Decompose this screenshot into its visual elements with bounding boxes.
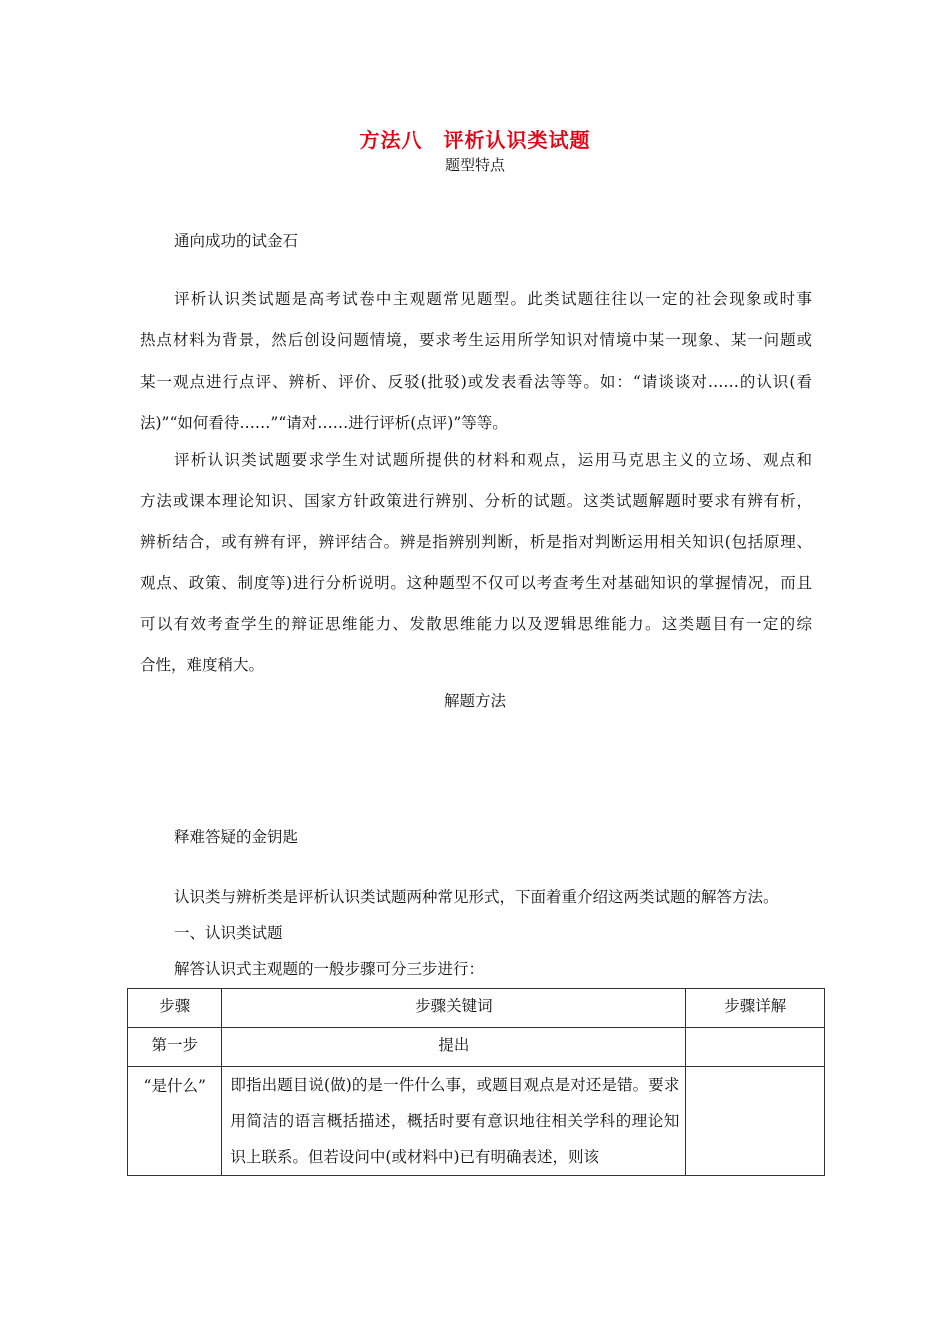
table-header-cell: 步骤 (128, 989, 222, 1028)
section-title-features: 题型特点 (444, 156, 505, 174)
section2-heading: 释难答疑的金钥匙 (174, 828, 299, 846)
paragraph-line: 评析认识类试题要求学生对试题所提供的材料和观点，运用马克思主义的立场、观点和 (174, 451, 812, 469)
table-cell (686, 1067, 825, 1176)
table-cell: 提出 (222, 1028, 686, 1067)
paragraph-line: 观点、政策、制度等)进行分析说明。这种题型不仅可以考查考生对基础知识的掌握情况，而且 (140, 574, 812, 592)
table-row (128, 1067, 825, 1176)
paragraph-line: 法)”“如何看待……”“请对……进行评析(点评)”等等。 (140, 414, 508, 432)
paragraph-line: 评析认识类试题是高考试卷中主观题常见题型。此类试题往往以一定的社会现象或时事 (174, 290, 812, 308)
section-title-methods: 解题方法 (443, 692, 506, 710)
steps-table (127, 988, 825, 1176)
table-header-row (128, 989, 825, 1028)
paragraph-line: 热点材料为背景，然后创设问题情境，要求考生运用所学知识对情境中某一现象、某一问题或 (140, 331, 812, 349)
paragraph-line: 方法或课本理论知识、国家方针政策进行辨别、分析的试题。这类试题解题时要求有辨有析， (140, 492, 812, 510)
table-row (128, 1028, 825, 1067)
paragraph-line: 合性，难度稍大。 (140, 656, 265, 674)
sub-heading-cognition: 一、认识类试题 (174, 924, 283, 942)
section2-intro: 认识类与辨析类是评析认识类试题两种常见形式，下面着重介绍这两类试题的解答方法。 (174, 888, 779, 906)
paragraph-line: 某一观点进行点评、辨析、评价、反驳(批驳)或发表看法等等。如：“请谈谈对……的认识(看 (140, 373, 812, 391)
table-cell: 即指出题目说(做)的是一件什么事，或题目观点是对还是错。要求用简洁的语言概括描述，概括时要有意识地往相关学科的理论知识上联系。但若设问中(或材料中)已有明确表述，则该 (222, 1067, 686, 1176)
steps-intro: 解答认识式主观题的一般步骤可分三步进行： (174, 960, 485, 978)
paragraph-line: 辨析结合，或有辨有评，辨评结合。辨是指辨别判断，析是指对判断运用相关知识(包括原理、 (140, 533, 812, 551)
table-cell: 第一步 (128, 1028, 222, 1067)
paragraph-line: 可以有效考查学生的辩证思维能力、发散思维能力以及逻辑思维能力。这类题目有一定的综 (140, 615, 812, 633)
table-cell: “是什么” (128, 1067, 222, 1176)
section1-heading: 通向成功的试金石 (174, 232, 299, 250)
table-header-cell: 步骤关键词 (222, 989, 686, 1028)
table-cell (686, 1028, 825, 1067)
page-title: 方法八 评析认识类试题 (359, 128, 591, 152)
table-header-cell: 步骤详解 (686, 989, 825, 1028)
